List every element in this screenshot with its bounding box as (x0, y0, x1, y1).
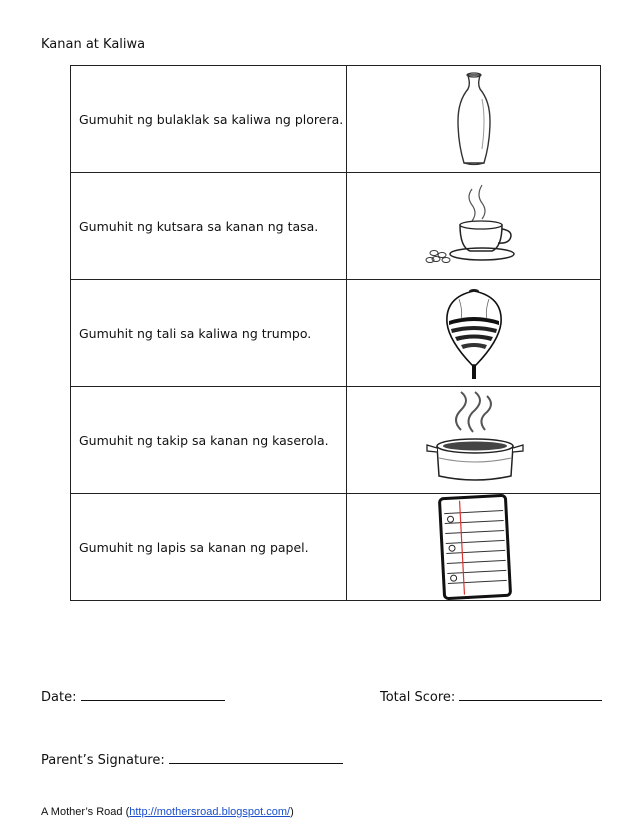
date-line[interactable] (81, 689, 225, 701)
picture-cell (347, 173, 601, 280)
date-field[interactable] (41, 689, 225, 705)
instruction-cell: Gumuhit ng tali sa kaliwa ng trumpo. (71, 280, 347, 387)
date-label: Date: (41, 690, 77, 705)
worksheet-table (70, 65, 601, 601)
instruction-cell: Gumuhit ng lapis sa kanan ng papel. (71, 494, 347, 601)
picture-cell (347, 387, 601, 494)
parent-signature-label: Parent’s Signature: (41, 753, 165, 768)
notebook-paper-icon (434, 494, 514, 600)
picture-cell (347, 66, 601, 173)
footer-prefix: A Mother’s Road ( (41, 806, 130, 818)
table-row (71, 494, 601, 601)
total-score-line[interactable] (459, 689, 602, 701)
table-row (71, 280, 601, 387)
instruction-cell: Gumuhit ng takip sa kanan ng kaserola. (71, 387, 347, 494)
parent-signature-line[interactable] (169, 752, 343, 764)
vase-icon (444, 69, 504, 169)
total-score-field[interactable] (380, 689, 602, 705)
worksheet-title: Kanan at Kaliwa (41, 37, 146, 52)
footer (41, 806, 294, 818)
picture-cell (347, 494, 601, 601)
instruction-cell: Gumuhit ng kutsara sa kanan ng tasa. (71, 173, 347, 280)
total-score-label: Total Score: (380, 690, 456, 705)
parent-signature-field[interactable] (41, 752, 343, 768)
spinning-top-icon (439, 283, 509, 383)
instruction-cell: Gumuhit ng bulaklak sa kaliwa ng plorera. (71, 66, 347, 173)
teacup-icon (424, 181, 524, 271)
picture-cell (347, 280, 601, 387)
table-row (71, 173, 601, 280)
footer-suffix: ) (290, 806, 294, 818)
footer-link[interactable]: http://mothersroad.blogspot.com/ (129, 806, 291, 818)
table-row (71, 66, 601, 173)
table-row (71, 387, 601, 494)
casserole-icon (419, 390, 529, 490)
